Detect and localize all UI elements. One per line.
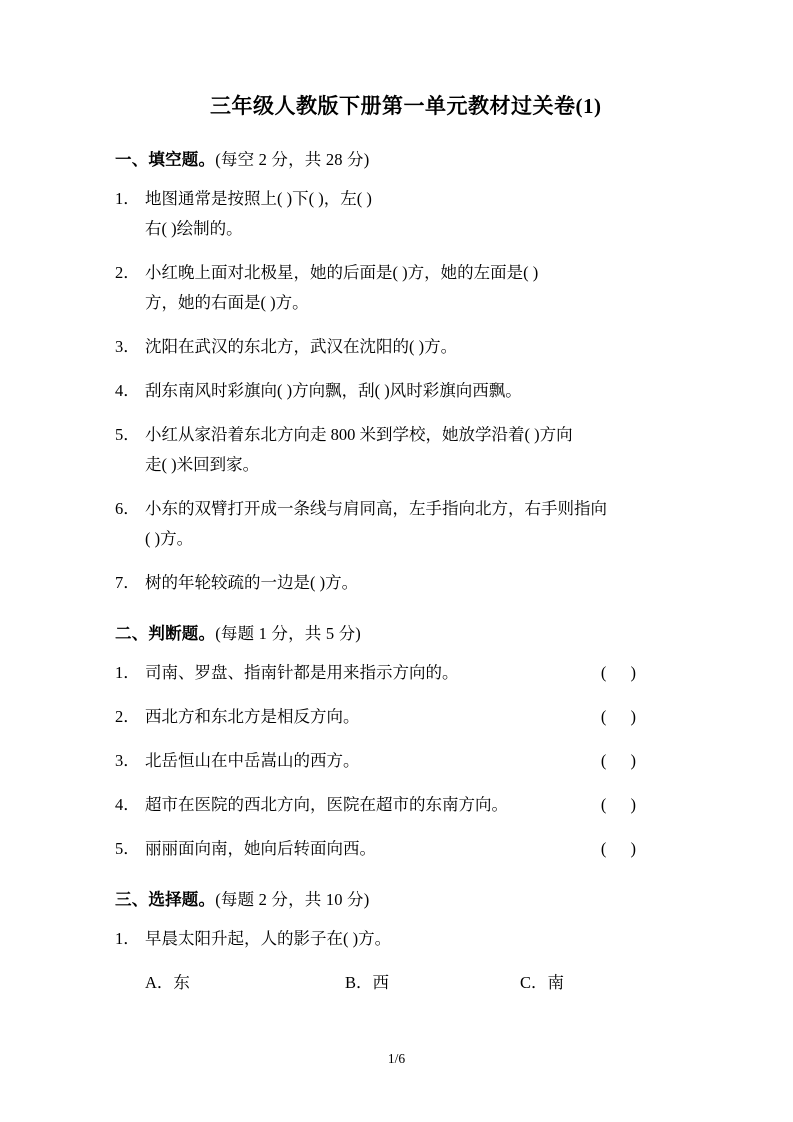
- question-item: [115, 184, 698, 244]
- question-text: 司南、罗盘、指南针都是用来指示方向的。: [145, 663, 459, 682]
- section-heading-multiple-choice: [115, 886, 698, 910]
- question-number: 4．: [115, 795, 140, 814]
- true-false-item: [115, 834, 698, 864]
- true-false-item: [115, 746, 698, 776]
- page-title: 三年级人教版下册第一单元教材过关卷(1): [210, 94, 602, 118]
- question-text: 沈阳在武汉的东北方，武汉在沈阳的( )方。: [145, 337, 458, 356]
- question-text: 西北方和东北方是相反方向。: [145, 707, 360, 726]
- question-number: 1．: [115, 929, 140, 948]
- choice-option-b[interactable]: B．西: [345, 973, 390, 992]
- question-number: 2．: [115, 263, 140, 282]
- section-note: (每题 2 分，共 10 分): [215, 890, 370, 909]
- question-text: 小红晚上面对北极星，她的后面是( )方，她的左面是( ): [145, 263, 539, 282]
- choice-list: [145, 968, 698, 998]
- question-number: 3．: [115, 751, 140, 770]
- section-label: 三、选择题。: [115, 890, 216, 909]
- answer-blank[interactable]: ( ): [600, 751, 646, 770]
- question-number: 1．: [115, 663, 140, 682]
- section-note: (每空 2 分，共 28 分): [215, 150, 370, 169]
- section-label: 一、填空题。: [115, 150, 216, 169]
- answer-blank[interactable]: ( ): [600, 707, 646, 726]
- answer-blank[interactable]: ( ): [600, 839, 646, 858]
- section-note: (每题 1 分，共 5 分): [215, 624, 361, 643]
- question-item: [115, 376, 698, 406]
- true-false-item: [115, 658, 698, 688]
- question-item: [115, 332, 698, 362]
- section-heading-true-false: [115, 620, 698, 644]
- question-item: [115, 258, 698, 318]
- question-text: 早晨太阳升起，人的影子在( )方。: [145, 929, 392, 948]
- choice-option-c[interactable]: C．南: [520, 973, 565, 992]
- question-text-line2: 方，她的右面是( )方。: [145, 293, 309, 312]
- question-number: 3．: [115, 337, 140, 356]
- question-number: 6．: [115, 499, 140, 518]
- question-text-line2: ( )方。: [145, 529, 194, 548]
- question-number: 2．: [115, 707, 140, 726]
- question-number: 5．: [115, 425, 140, 444]
- section-label: 二、判断题。: [115, 624, 216, 643]
- question-text: 刮东南风时彩旗向( )方向飘，刮( )风时彩旗向西飘。: [145, 381, 522, 400]
- true-false-item: [115, 790, 698, 820]
- question-item: [115, 568, 698, 598]
- answer-blank[interactable]: ( ): [600, 795, 646, 814]
- question-number: 1．: [115, 189, 140, 208]
- question-text: 超市在医院的西北方向，医院在超市的东南方向。: [145, 795, 508, 814]
- answer-blank[interactable]: ( ): [600, 663, 646, 682]
- question-number: 4．: [115, 381, 140, 400]
- page-footer: 1/6: [387, 1051, 406, 1066]
- question-text: 丽丽面向南，她向后转面向西。: [145, 839, 376, 858]
- question-number: 5．: [115, 839, 140, 858]
- question-text: 地图通常是按照上( )下( )，左( ): [145, 189, 372, 208]
- question-number: 7．: [115, 573, 140, 592]
- question-item: [115, 924, 698, 954]
- question-text-line2: 右( )绘制的。: [145, 219, 243, 238]
- question-text-line2: 走( )米回到家。: [145, 455, 260, 474]
- question-text: 树的年轮较疏的一边是( )方。: [145, 573, 359, 592]
- true-false-item: [115, 702, 698, 732]
- question-item: [115, 494, 698, 554]
- question-text: 小红从家沿着东北方向走 800 米到学校，她放学沿着( )方向: [145, 425, 573, 444]
- choice-option-a[interactable]: A．东: [145, 973, 190, 992]
- section-heading-fill-blank: [115, 146, 698, 170]
- question-text: 小东的双臂打开成一条线与肩同高，左手指向北方，右手则指向: [145, 499, 607, 518]
- question-item: [115, 420, 698, 480]
- question-text: 北岳恒山在中岳嵩山的西方。: [145, 751, 360, 770]
